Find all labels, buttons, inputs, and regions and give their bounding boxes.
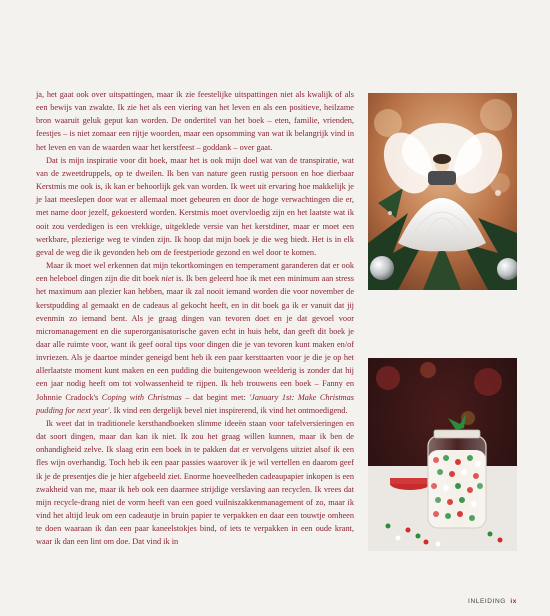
italic-text: niet <box>161 274 174 284</box>
angel-photo <box>368 93 517 290</box>
body-paragraph <box>36 154 354 259</box>
candy-jar-photo <box>368 358 517 551</box>
italic-text: 'January 1st: Make Christmas pudding for next year' <box>36 392 355 415</box>
text-run: . Ik vind een dergelijk bevel niet inspirerend, ik vind het ontmoedigend. <box>109 405 348 415</box>
italic-text: Coping with Christmas <box>101 392 182 402</box>
angel-tree-topper-image <box>368 93 517 290</box>
section-name: INLEIDING <box>468 598 506 605</box>
body-text <box>36 88 354 548</box>
body-paragraph <box>36 259 354 417</box>
text-run: Dat is mijn inspiratie voor dit boek, maar het is ook mijn doel wat van de transpiratie, wat van de zweetdruppels, op te dweilen. Ik ben van nature geen rustig persoon en hoe dierbaar Kerstmis me ook is, ik kan er behoorlijk gek van worden. Ik weet uit ervaring hoe makkelijk je je laat meeslepen door wat er allemaal moet gebeuren en door de hoge verwachtingen die er, met name door jezelf, gekoesterd worden. Kerstmis moet overvloedig zijn en het laatste wat ik ooit zou verdedigen is een vrekkige, uitgeklede versie van het kerstdiner, maar er moet een werkbare, plezierige weg te vinden zijn. Ik hoop dat mijn boek je die weg biedt. Het is in elk geval de weg die ik gevonden heb om de feestperiode gezond en wel door te komen. <box>36 155 354 257</box>
body-paragraph <box>36 417 354 549</box>
page-footer <box>468 598 517 605</box>
text-run: is. Ik ben geleerd hoe ik met een minimum aan stress het maximum aan plezier kan hebben, maar ik zal nooit iemand worden die voor november de kerstpudding al gemaakt en de cadeaus al gekocht heeft, en in dit boek ga ik er vanuit dat jij evenmin zo iemand bent. Als je graag dingen van tevoren doet en je dat gevoel voor micromanagement en die superorganisatorische gaven echt in huis hebt, dan geeft dit boek je daar alle ruimte voor, want ik geef ooral tips voor dingen die je van tevoren kunt maken en/of invriezen. Als je daartoe minder geneigd bent heb ik een paar kersttaarten voor je die je op het allerlaatste moment kunt maken en een pudding die buitengewoon weelderig is zonder dat hij een jaar nodig heeft om tot volwassenheid te rijpen. Ik heb trouwens een boek – Fanny en Johnnie Cradock's <box>36 274 354 402</box>
text-run: ja, het gaat ook over uitspattingen, maar ik zie feestelijke uitspattingen niet als kwalijk of als een bewijs van zwakte. Ik zie het als een viering van het leven en als een positieve, heilzame bron waaruit geluk geput kan worden. De ondertitel van het boek – eten, familie, vrienden, feestjes – is niet zomaar een rijtje woorden, maar een opsomming van wat ik belangrijk vind in het leven en van de waarden waar het kerstfeest – goddank – over gaat. <box>36 90 354 152</box>
candy-jar-image <box>368 358 517 551</box>
body-paragraph <box>36 88 354 154</box>
text-run: – dat begint met: <box>181 392 250 402</box>
text-run: Maar ik moet wel erkennen dat mijn tekortkomingen en temperament garanderen dat er ook een heleboel dingen zijn die dit boek <box>36 261 354 284</box>
page-number: ix <box>510 598 517 605</box>
text-run: Ik weet dat in traditionele kersthandboeken slimme ideeën staan voor tafelversieringen en dat soort dingen, maar dan kan ik niet. Ik zou het graag willen kunnen, maar ik ben de onhandigheid zelve. Ik slaag erin een boek in te pakken dat er vervolgens uitziet alsof ik een fles wijn overhandig. Toch heb ik een paar passies waarover ik je wil vertellen en daarom geef ik je de presentjes die je hier afgebeeld ziet. Enorme hoeveelheden cadeaupapier inkopen is een zwakheid van me, maar ik heb ook een daarmee strijdige verslaving aan recyclen. Ik vrees dat mijn recycle-drang niet de vorm heeft van een goed vuilniszakkenmanagement of zo, maar ik vind het altijd leuk om een cadeautje in bruin papier te verpakken en daar een touwtje omheen te doen waaraan ik dan een paar kaneelstokjes bind, of iets te verpakken in een oude krant, waar ik dan een lint om doe. Dat vind ik in <box>36 418 354 547</box>
